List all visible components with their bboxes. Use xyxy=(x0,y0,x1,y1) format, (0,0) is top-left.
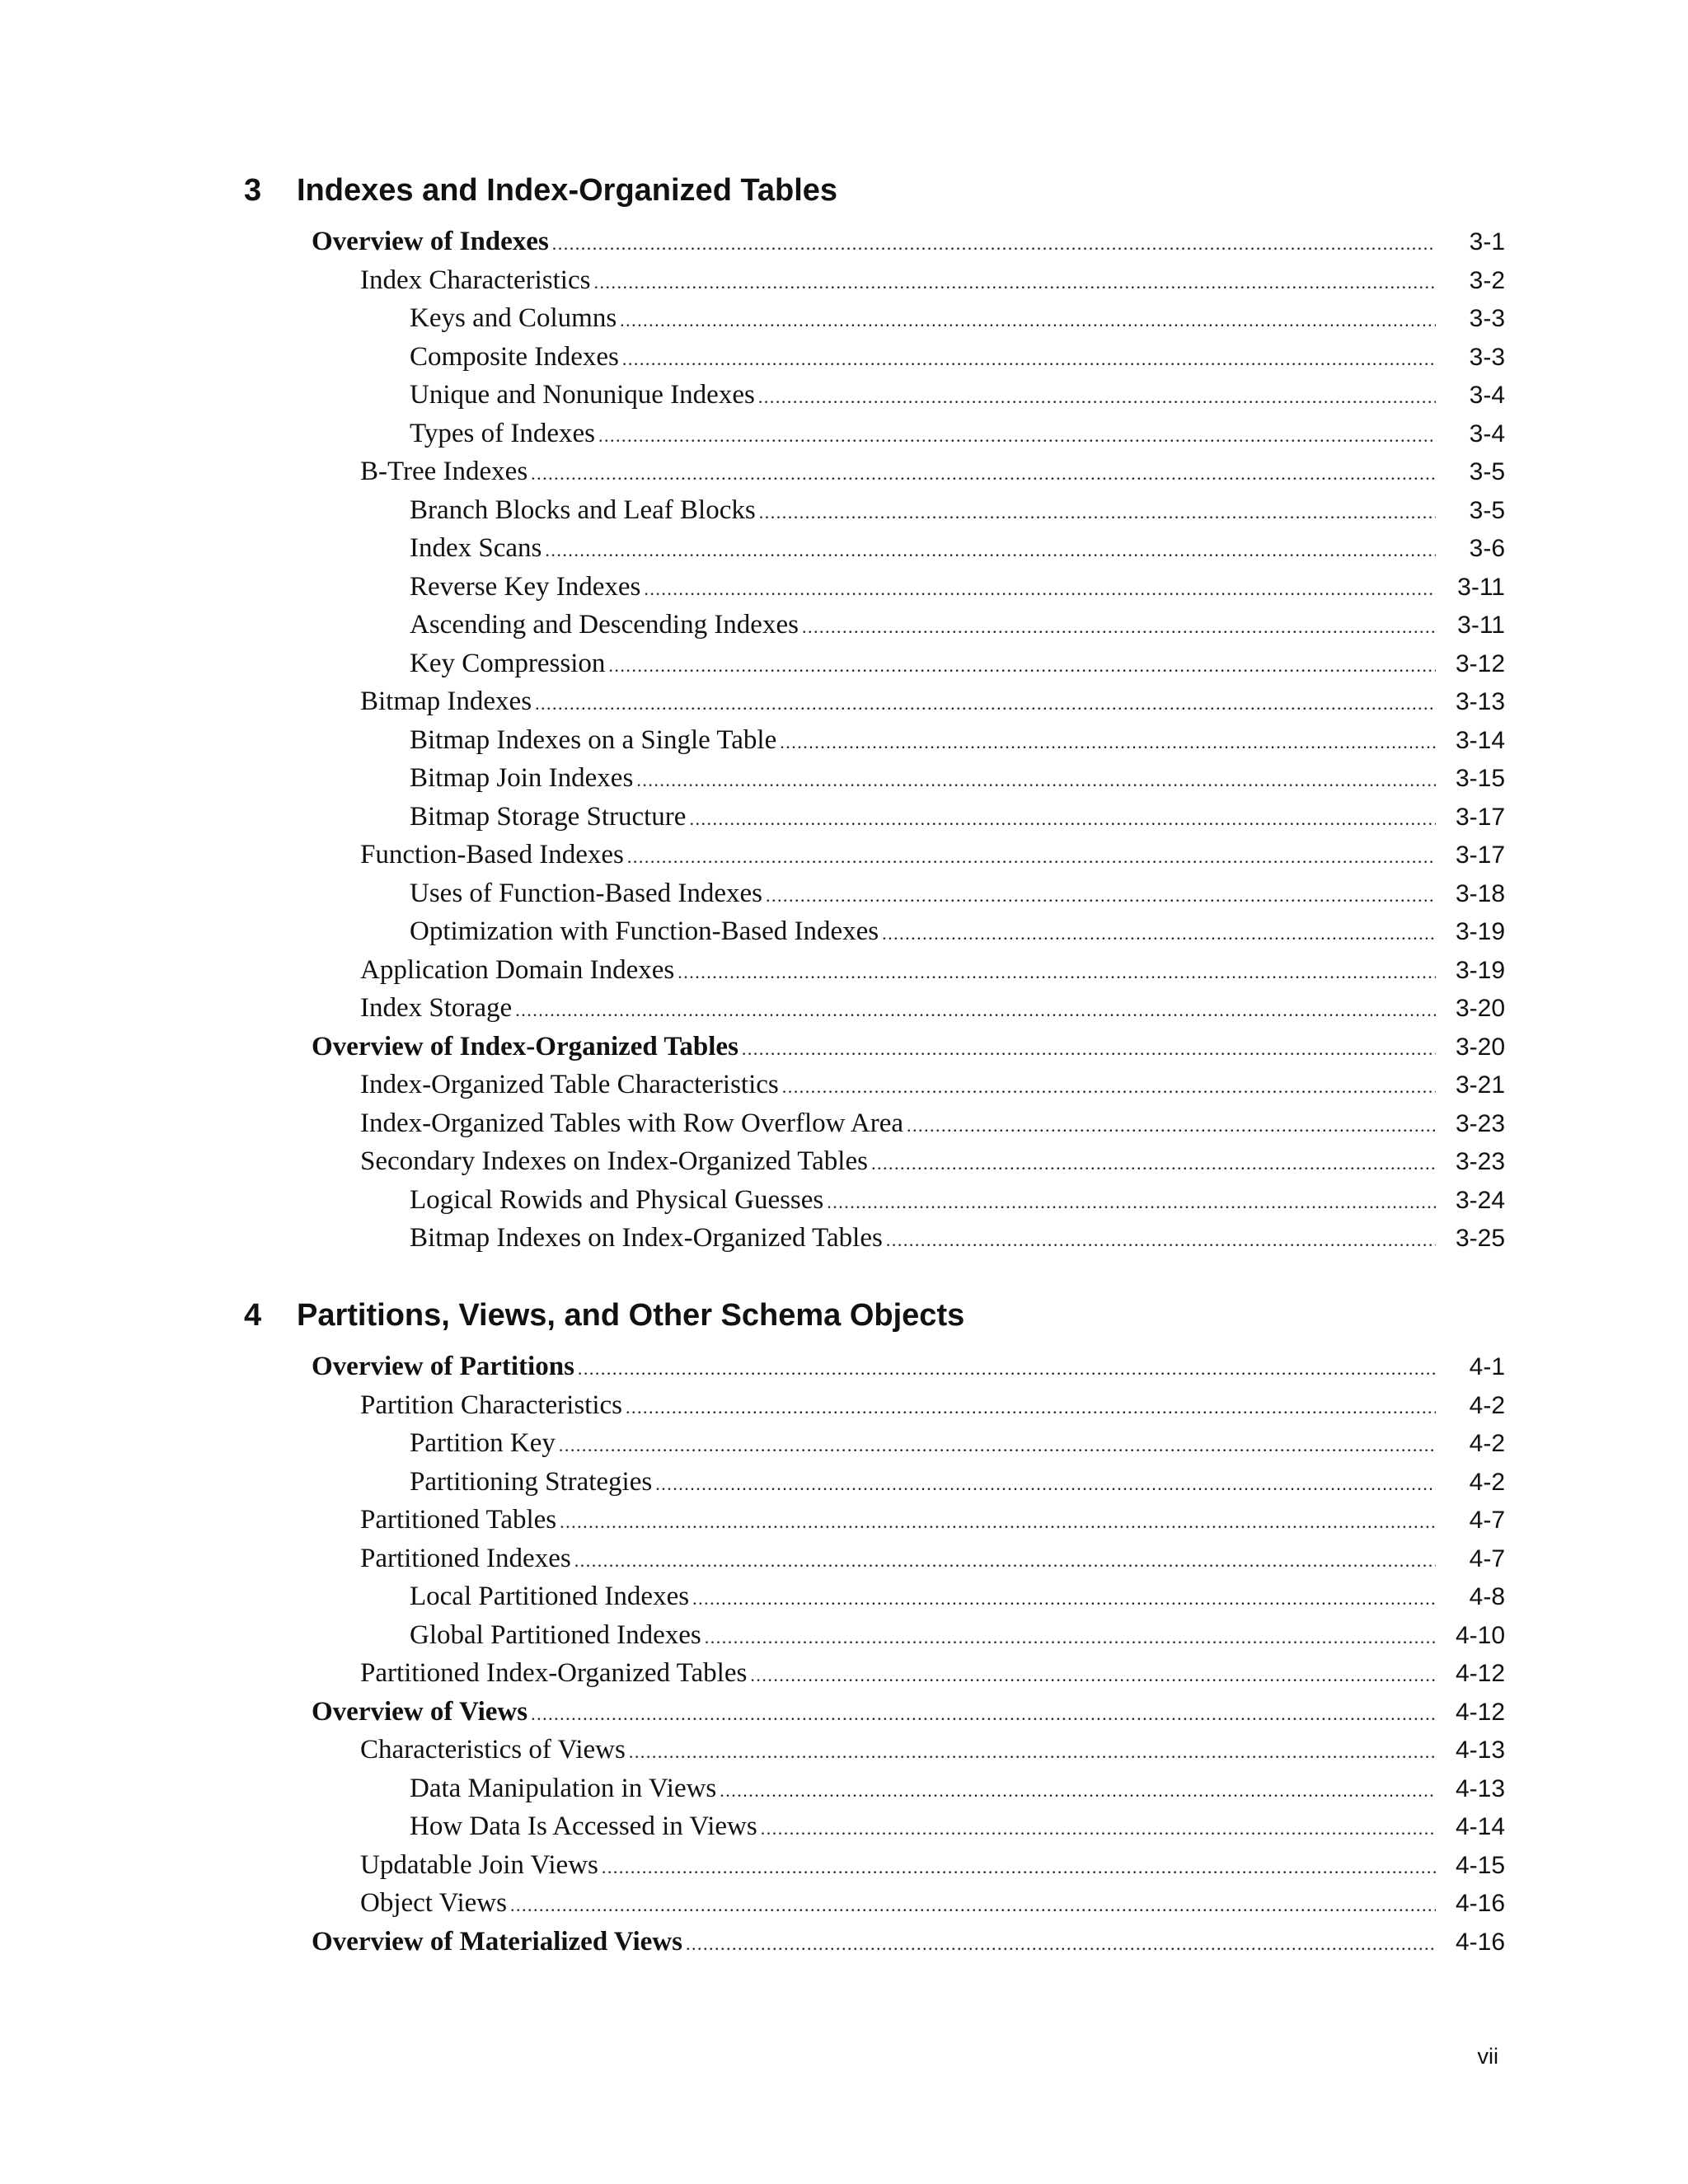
toc-entry-title[interactable]: Logical Rowids and Physical Guesses xyxy=(410,1184,824,1215)
dot-leader xyxy=(644,570,1436,609)
toc-entry-page[interactable]: 3-19 xyxy=(1455,918,1505,945)
toc-entry-page[interactable]: 3-19 xyxy=(1455,956,1505,984)
toc-entry[interactable] xyxy=(244,1923,1505,1961)
toc-entry-page[interactable]: 3-4 xyxy=(1469,382,1505,409)
toc-entry[interactable] xyxy=(244,338,1505,377)
dot-leader xyxy=(907,1107,1436,1146)
toc-entry-title[interactable]: Ascending and Descending Indexes xyxy=(410,610,799,640)
toc-entry[interactable] xyxy=(244,1884,1505,1923)
dot-leader xyxy=(886,1221,1436,1260)
dot-leader xyxy=(535,685,1436,724)
dot-leader xyxy=(780,724,1436,762)
toc-entry-title[interactable]: Index Storage xyxy=(360,993,513,1023)
toc-entry[interactable] xyxy=(244,1577,1505,1616)
toc-entry-page[interactable]: 4-2 xyxy=(1469,1468,1505,1496)
toc-entry[interactable] xyxy=(244,568,1505,607)
toc-entry[interactable] xyxy=(244,989,1505,1028)
toc-entry-title[interactable]: Bitmap Indexes on Index-Organized Tables xyxy=(410,1223,883,1253)
dot-leader xyxy=(720,1772,1436,1811)
toc-entry[interactable] xyxy=(244,951,1505,990)
toc-entry-title[interactable]: Bitmap Indexes on a Single Table xyxy=(410,724,777,755)
toc-entry[interactable] xyxy=(244,415,1505,453)
dot-leader xyxy=(678,954,1436,992)
toc-entry-title[interactable]: Unique and Nonunique Indexes xyxy=(410,380,755,410)
toc-entry[interactable] xyxy=(244,1219,1505,1258)
toc-entry-title[interactable]: Partitioned Tables xyxy=(360,1505,557,1535)
dot-leader xyxy=(689,800,1436,839)
toc-entry[interactable] xyxy=(244,1769,1505,1808)
toc-entry-title[interactable]: Partitioned Index-Organized Tables xyxy=(360,1658,748,1688)
toc-entry-page[interactable]: 3-23 xyxy=(1455,1109,1505,1137)
toc-entry-title[interactable]: Characteristics of Views xyxy=(360,1735,626,1765)
dot-leader xyxy=(759,494,1436,532)
toc-entry[interactable] xyxy=(244,1501,1505,1540)
dot-leader xyxy=(574,1542,1436,1581)
toc-entry-page[interactable]: 3-12 xyxy=(1455,649,1505,677)
toc-entry-page[interactable]: 3-24 xyxy=(1455,1186,1505,1214)
toc-entry-title[interactable]: Function-Based Indexes xyxy=(360,840,624,869)
toc-entry[interactable] xyxy=(244,1731,1505,1769)
toc-entry[interactable] xyxy=(244,798,1505,837)
dot-leader xyxy=(655,1465,1436,1504)
toc-entry-page[interactable]: 3-13 xyxy=(1455,688,1505,715)
toc-entry[interactable] xyxy=(244,836,1505,874)
chapter-section xyxy=(244,162,1505,1258)
toc-entry-title[interactable]: Global Partitioned Indexes xyxy=(410,1619,701,1650)
toc-entry[interactable] xyxy=(244,874,1505,913)
toc-entry[interactable] xyxy=(244,299,1505,338)
toc-entry-title[interactable]: Overview of Views xyxy=(312,1696,528,1727)
toc-entry-page[interactable]: 4-16 xyxy=(1455,1890,1505,1917)
dot-leader xyxy=(742,1030,1436,1069)
dot-leader xyxy=(593,264,1436,302)
dot-leader xyxy=(559,1427,1436,1465)
toc-entry-page[interactable]: 3-15 xyxy=(1455,765,1505,792)
toc-entry-page[interactable]: 3-11 xyxy=(1457,573,1505,601)
dot-leader xyxy=(560,1503,1436,1542)
toc-entry-page[interactable]: 3-4 xyxy=(1469,419,1505,448)
toc-entry[interactable] xyxy=(244,1028,1505,1066)
toc-entry[interactable] xyxy=(244,261,1505,300)
toc-list xyxy=(244,1347,1505,1961)
toc-entry-page[interactable]: 4-7 xyxy=(1469,1507,1505,1534)
toc-entry-title[interactable]: Uses of Function-Based Indexes xyxy=(410,878,763,908)
toc-entry-title[interactable]: Object Views xyxy=(360,1888,507,1918)
toc-entry-page[interactable]: 3-23 xyxy=(1455,1148,1505,1175)
toc-entry[interactable] xyxy=(244,912,1505,951)
toc-entry-title[interactable]: Index Scans xyxy=(410,533,542,563)
dot-leader xyxy=(629,1733,1436,1772)
toc-entry-title[interactable]: Key Compression xyxy=(410,648,606,678)
toc-entry-title[interactable]: Local Partitioned Indexes xyxy=(410,1582,690,1611)
dot-leader xyxy=(515,991,1436,1030)
toc-entry-title[interactable]: Partition Key xyxy=(410,1428,556,1458)
toc-entry-title[interactable]: Data Manipulation in Views xyxy=(410,1773,717,1803)
dot-leader xyxy=(758,378,1436,417)
dot-leader xyxy=(692,1580,1436,1619)
toc-entry-title[interactable]: How Data Is Accessed in Views xyxy=(410,1811,757,1841)
toc-entry-page[interactable]: 4-12 xyxy=(1455,1660,1505,1687)
toc-entry[interactable] xyxy=(244,529,1505,568)
toc-entry[interactable] xyxy=(244,1654,1505,1693)
toc-entry-page[interactable]: 3-20 xyxy=(1455,995,1505,1022)
toc-entry-page[interactable]: 3-5 xyxy=(1469,458,1505,485)
toc-entry-page[interactable]: 4-12 xyxy=(1455,1698,1505,1726)
toc-entry[interactable] xyxy=(244,452,1505,491)
chapter-heading xyxy=(244,162,1505,219)
dot-leader xyxy=(827,1183,1436,1222)
toc-entry-title[interactable]: Bitmap Indexes xyxy=(360,687,532,716)
toc-list xyxy=(244,223,1505,1258)
toc-entry[interactable] xyxy=(244,1540,1505,1578)
toc-entry[interactable] xyxy=(244,1846,1505,1885)
toc-entry-page[interactable]: 3-17 xyxy=(1455,803,1505,831)
dot-leader xyxy=(620,302,1436,340)
toc-entry-title[interactable]: Partition Characteristics xyxy=(360,1390,622,1420)
dot-leader xyxy=(531,455,1436,494)
toc-entry[interactable] xyxy=(244,1463,1505,1502)
dot-leader xyxy=(871,1145,1436,1183)
toc-entry-page[interactable]: 4-16 xyxy=(1455,1928,1505,1956)
toc-entry-title[interactable]: Overview of Materialized Views xyxy=(312,1926,682,1957)
dot-leader xyxy=(510,1886,1436,1925)
dot-leader xyxy=(598,417,1436,456)
toc-entry-page[interactable]: 4-10 xyxy=(1455,1621,1505,1649)
toc-entry[interactable] xyxy=(244,1424,1505,1463)
toc-entry-title[interactable]: Partitioned Indexes xyxy=(360,1543,571,1573)
toc-entry[interactable] xyxy=(244,682,1505,721)
dot-leader xyxy=(705,1619,1436,1657)
toc-entry[interactable] xyxy=(244,1693,1505,1732)
dot-leader xyxy=(608,647,1436,686)
dot-leader xyxy=(636,762,1436,800)
toc-entry-page[interactable]: 3-11 xyxy=(1457,612,1505,639)
toc-entry-page[interactable]: 4-7 xyxy=(1469,1544,1505,1572)
toc-entry-title[interactable]: Application Domain Indexes xyxy=(360,954,675,985)
toc-entry-page[interactable]: 3-18 xyxy=(1455,879,1505,907)
toc-entry-title[interactable]: Index-Organized Table Characteristics xyxy=(360,1070,779,1099)
dot-leader xyxy=(531,1695,1436,1734)
dot-leader xyxy=(622,340,1436,379)
toc-entry[interactable] xyxy=(244,1104,1505,1143)
toc-entry-page[interactable]: 3-20 xyxy=(1455,1033,1505,1061)
dot-leader xyxy=(686,1925,1436,1964)
toc-entry[interactable] xyxy=(244,1807,1505,1846)
dot-leader xyxy=(602,1849,1436,1887)
toc-entry-page[interactable]: 3-17 xyxy=(1455,841,1505,869)
toc-entry[interactable] xyxy=(244,606,1505,644)
toc-entry[interactable] xyxy=(244,1181,1505,1220)
toc-entry-page[interactable]: 3-3 xyxy=(1469,343,1505,371)
toc-entry-title[interactable]: Updatable Join Views xyxy=(360,1849,598,1880)
dot-leader xyxy=(766,877,1436,916)
dot-leader xyxy=(750,1657,1436,1695)
page-number: vii xyxy=(1477,2044,1498,2069)
dot-leader xyxy=(782,1068,1436,1107)
toc-entry-title[interactable]: Optimization with Function-Based Indexes xyxy=(410,916,879,946)
toc-entry-page[interactable]: 3-1 xyxy=(1469,228,1505,255)
toc-entry-title[interactable]: Index Characteristics xyxy=(360,265,591,295)
dot-leader xyxy=(545,532,1436,570)
chapter-title: Partitions, Views, and Other Schema Objects xyxy=(297,1298,965,1333)
toc-entry-title[interactable]: Types of Indexes xyxy=(410,418,595,448)
dot-leader xyxy=(626,1389,1436,1427)
toc-entry-page[interactable]: 4-8 xyxy=(1469,1583,1505,1610)
toc-entry-page[interactable]: 4-13 xyxy=(1455,1774,1505,1802)
toc-entry-title[interactable]: Reverse Key Indexes xyxy=(410,571,641,602)
dot-leader xyxy=(761,1810,1436,1849)
toc-entry-title[interactable]: Composite Indexes xyxy=(410,341,619,372)
chapter-number: 3 xyxy=(244,173,262,208)
toc-entry[interactable] xyxy=(244,376,1505,415)
toc-entry[interactable] xyxy=(244,1347,1505,1386)
chapter-title: Indexes and Index-Organized Tables xyxy=(297,173,838,208)
toc-entry[interactable] xyxy=(244,223,1505,261)
toc-entry-title[interactable]: Keys and Columns xyxy=(410,303,617,333)
toc-entry-page[interactable]: 4-14 xyxy=(1455,1813,1505,1840)
toc-entry[interactable] xyxy=(244,759,1505,798)
dot-leader xyxy=(627,838,1436,877)
chapter-section xyxy=(244,1286,1505,1961)
toc-entry-page[interactable]: 4-1 xyxy=(1469,1353,1505,1380)
chapter-number: 4 xyxy=(244,1298,262,1333)
toc-entry-page[interactable]: 3-6 xyxy=(1469,535,1505,562)
toc-entry[interactable] xyxy=(244,1066,1505,1104)
toc-entry-title[interactable]: Secondary Indexes on Index-Organized Tables xyxy=(360,1146,868,1176)
toc-entry-page[interactable]: 4-2 xyxy=(1469,1391,1505,1419)
toc-entry-title[interactable]: Overview of Indexes xyxy=(312,227,549,256)
toc-entry-title[interactable]: B-Tree Indexes xyxy=(360,457,528,486)
toc-entry-page[interactable]: 3-25 xyxy=(1455,1225,1505,1252)
toc-entry-title[interactable]: Overview of Partitions xyxy=(312,1352,574,1381)
toc-entry[interactable] xyxy=(244,721,1505,760)
toc-entry-title[interactable]: Overview of Index-Organized Tables xyxy=(312,1031,738,1062)
toc-entry-page[interactable]: 4-15 xyxy=(1455,1851,1505,1879)
toc-entry-title[interactable]: Bitmap Storage Structure xyxy=(410,801,687,832)
toc-entry-page[interactable]: 3-21 xyxy=(1455,1071,1505,1099)
toc-entry[interactable] xyxy=(244,1386,1505,1425)
toc-entry-title[interactable]: Partitioning Strategies xyxy=(410,1466,653,1497)
toc-entry-page[interactable]: 4-13 xyxy=(1455,1736,1505,1764)
toc-entry[interactable] xyxy=(244,491,1505,530)
toc-entry-title[interactable]: Index-Organized Tables with Row Overflow Area xyxy=(360,1108,904,1138)
toc-entry-page[interactable]: 3-3 xyxy=(1469,305,1505,332)
toc-entry-title[interactable]: Branch Blocks and Leaf Blocks xyxy=(410,494,756,525)
toc-entry-title[interactable]: Bitmap Join Indexes xyxy=(410,763,634,793)
toc-entry[interactable] xyxy=(244,1616,1505,1655)
toc-entry[interactable] xyxy=(244,644,1505,683)
dot-leader xyxy=(882,915,1436,954)
toc-entry[interactable] xyxy=(244,1142,1505,1181)
toc-entry-page[interactable]: 4-2 xyxy=(1469,1430,1505,1457)
toc-entry-page[interactable]: 3-2 xyxy=(1469,266,1505,294)
toc-entry-page[interactable]: 3-14 xyxy=(1455,726,1505,754)
chapter-heading xyxy=(244,1286,1505,1344)
toc-entry-page[interactable]: 3-5 xyxy=(1469,496,1505,524)
dot-leader xyxy=(552,225,1436,264)
dot-leader xyxy=(578,1350,1436,1389)
dot-leader xyxy=(802,608,1436,647)
